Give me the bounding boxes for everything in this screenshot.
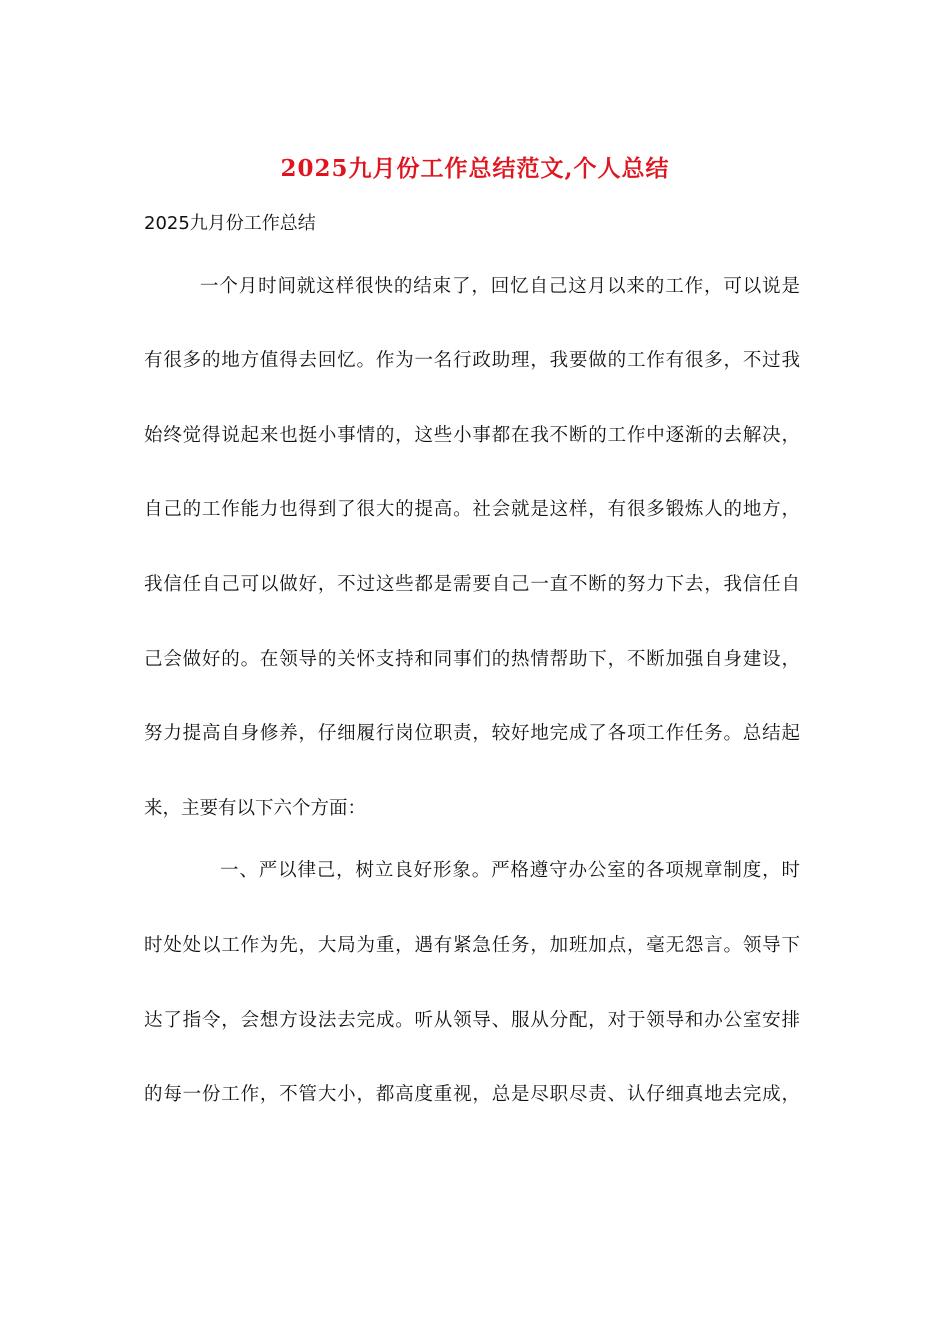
- paragraph-line: 努力提高自身修养，仔细履行岗位职责，较好地完成了各项工作任务。总结起: [144, 723, 800, 744]
- paragraph-line: 来，主要有以下六个方面：: [144, 798, 367, 819]
- paragraph-line: 一、严以律己，树立良好形象。严格遵守办公室的各项规章制度，时: [220, 860, 800, 881]
- paragraph-line: 始终觉得说起来也挺小事情的，这些小事都在我不断的工作中逐渐的去解决，: [144, 425, 800, 446]
- paragraph-line: 己会做好的。在领导的关怀支持和同事们的热情帮助下，不断加强自身建设，: [144, 649, 800, 670]
- paragraph-line: 时处处以工作为先，大局为重，遇有紧急任务，加班加点，毫无怨言。领导下: [144, 935, 800, 956]
- document-title: 2025九月份工作总结范文,个人总结: [280, 155, 670, 182]
- paragraph-line: 自己的工作能力也得到了很大的提高。社会就是这样，有很多锻炼人的地方，: [144, 499, 800, 520]
- paragraph-line: 一个月时间就这样很快的结束了，回忆自己这月以来的工作，可以说是: [200, 276, 800, 297]
- paragraph-line: 的每一份工作，不管大小，都高度重视，总是尽职尽责、认仔细真地去完成，: [144, 1084, 800, 1105]
- paragraph-line: 达了指令，会想方设法去完成。听从领导、服从分配，对于领导和办公室安排: [144, 1010, 800, 1031]
- paragraph-line: 我信任自己可以做好，不过这些都是需要自己一直不断的努力下去，我信任自: [144, 574, 800, 595]
- paragraph-line: 有很多的地方值得去回忆。作为一名行政助理，我要做的工作有很多，不过我: [144, 350, 800, 371]
- document-subtitle: 2025九月份工作总结: [144, 213, 316, 234]
